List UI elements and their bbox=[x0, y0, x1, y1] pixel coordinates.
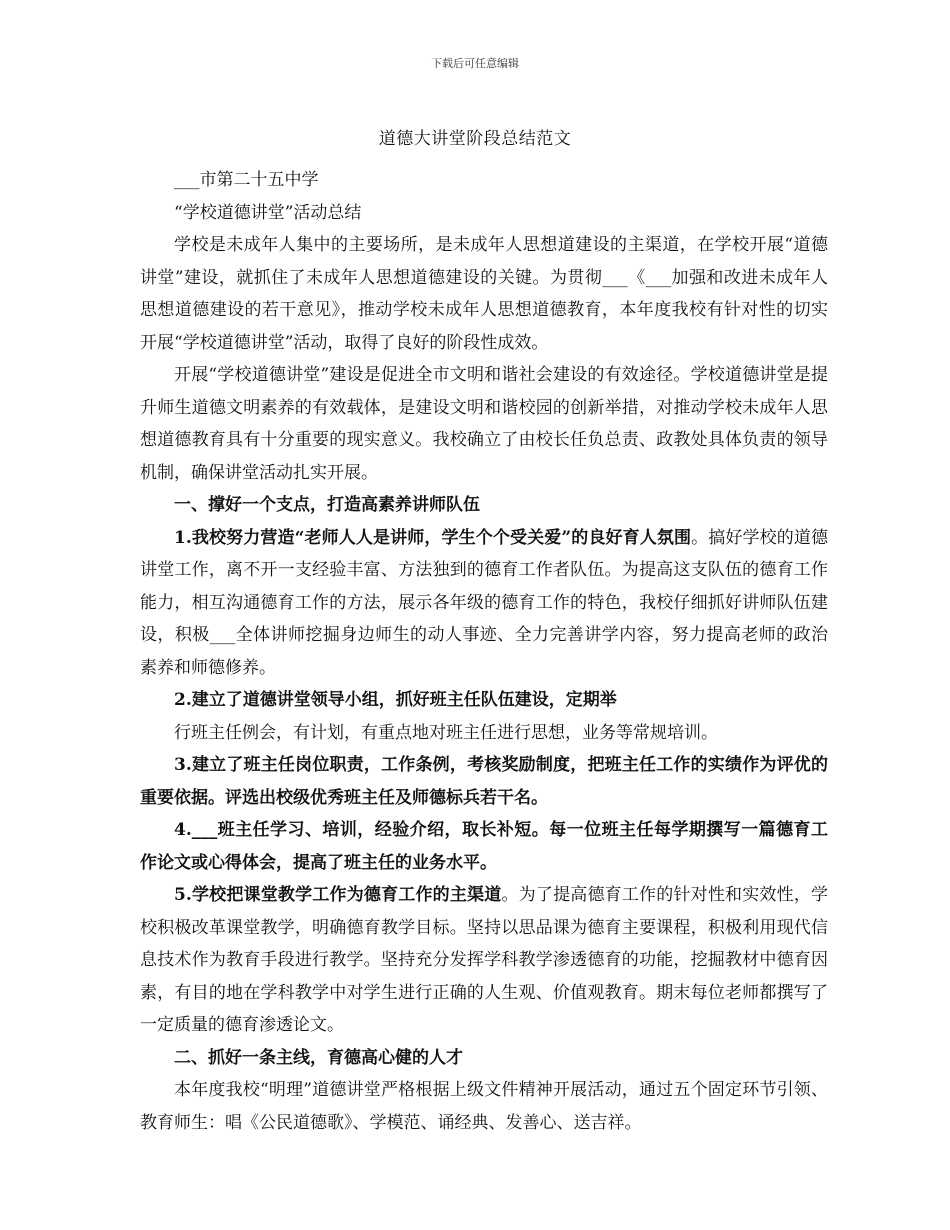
bold-text: 1.我校努力营造“老师人人是讲师，学生个个受关爱”的良好育人氛围 bbox=[174, 527, 692, 548]
document-body bbox=[140, 164, 828, 1139]
paragraph-text: 开展“学校道德讲堂”建设是促进全市文明和谐社会建设的有效途径。学校道德讲堂是提升师生道德文明素养的有效载体，是建设文明和谐校园的创新举措，对推动学校未成年人思想道德教育具有十分重要的现实意义。我校确立了由校长任负总责、政教处具体负责的领导机制，确保讲堂活动扎实开展。 bbox=[140, 365, 828, 483]
paragraph bbox=[140, 359, 828, 489]
paragraph bbox=[140, 749, 828, 814]
paragraph-text: 行班主任例会，有计划，有重点地对班主任进行思想，业务等常规培训。 bbox=[174, 722, 718, 743]
paragraph-text: 本年度我校“明理”道德讲堂严格根据上级文件精神开展活动，通过五个固定环节引领、教育师生：唱《公民道德歌》、学模范、诵经典、发善心、送吉祥。 bbox=[140, 1080, 828, 1133]
paragraph-text: ___市第二十五中学 bbox=[174, 170, 319, 190]
paragraph bbox=[140, 489, 828, 522]
paragraph-text: “学校道德讲堂”活动总结 bbox=[174, 202, 362, 223]
paragraph-text: 学校是未成年人集中的主要场所，是未成年人思想道建设的主渠道，在学校开展“道德讲堂”建设，就抓住了未成年人思想道德建设的关键。为贯彻___《___加强和改进未成年人思想道德建设的若干意见》，推动学校未成年人思想道德教育，本年度我校有针对性的切实开展“学校道德讲堂”活动，取得了良好的阶段性成效。 bbox=[140, 235, 828, 353]
bold-text: 2.建立了道德讲堂领导小组，抓好班主任队伍建设，定期举 bbox=[174, 690, 617, 710]
document-title: 道德大讲堂阶段总结范文 bbox=[378, 129, 572, 149]
paragraph bbox=[140, 229, 828, 359]
bold-text: 3.建立了班主任岗位职责，工作条例，考核奖励制度，把班主任工作的实绩作为评优的重要依据。评选出校级优秀班主任及师德标兵若干名。 bbox=[140, 755, 828, 808]
paragraph bbox=[140, 197, 828, 230]
bold-text: 二、抓好一条主线，育德高心健的人才 bbox=[174, 1047, 463, 1068]
bold-text: 一、撑好一个支点，打造高素养讲师队伍 bbox=[174, 495, 480, 515]
paragraph bbox=[140, 814, 828, 879]
paragraph bbox=[140, 522, 828, 685]
header-note: 下载后可任意编辑 bbox=[431, 57, 519, 70]
paragraph-text: 。搞好学校的道德讲堂工作，离不开一支经验丰富、方法独到的德育工作者队伍。为提高这支队伍的德育工作能力，相互沟通德育工作的方法，展示各年级的德育工作的特色，我校仔细抓好讲师队伍建设，积极___全体讲师挖掘身边师生的动人事迹、全力完善讲学内容，努力提高老师的政治素养和师德修养。 bbox=[140, 527, 829, 678]
paragraph-text: 。为了提高德育工作的针对性和实效性，学校积极改革课堂教学，明确德育教学目标。坚持以思品课为德育主要课程，积极利用现代信息技术作为教育手段进行教学。坚持充分发挥学科教学渗透德育的功能，挖掘教材中德育因素，有目的地在学科教学中对学生进行正确的人生观、价值观教育。期末每位老师都撰写了一定质量的德育渗透论文。 bbox=[140, 885, 829, 1035]
paragraph bbox=[140, 164, 828, 197]
paragraph bbox=[140, 1042, 828, 1075]
bold-text: 5.学校把课堂教学工作为德育工作的主渠道 bbox=[174, 885, 502, 905]
bold-text: 4.___班主任学习、培训，经验介绍，取长补短。每一位班主任每学期撰写一篇德育工作论文或心得体会，提高了班主任的业务水平。 bbox=[140, 820, 828, 873]
paragraph bbox=[140, 879, 828, 1042]
paragraph bbox=[140, 1074, 828, 1139]
paragraph bbox=[140, 684, 828, 717]
paragraph bbox=[140, 717, 828, 750]
